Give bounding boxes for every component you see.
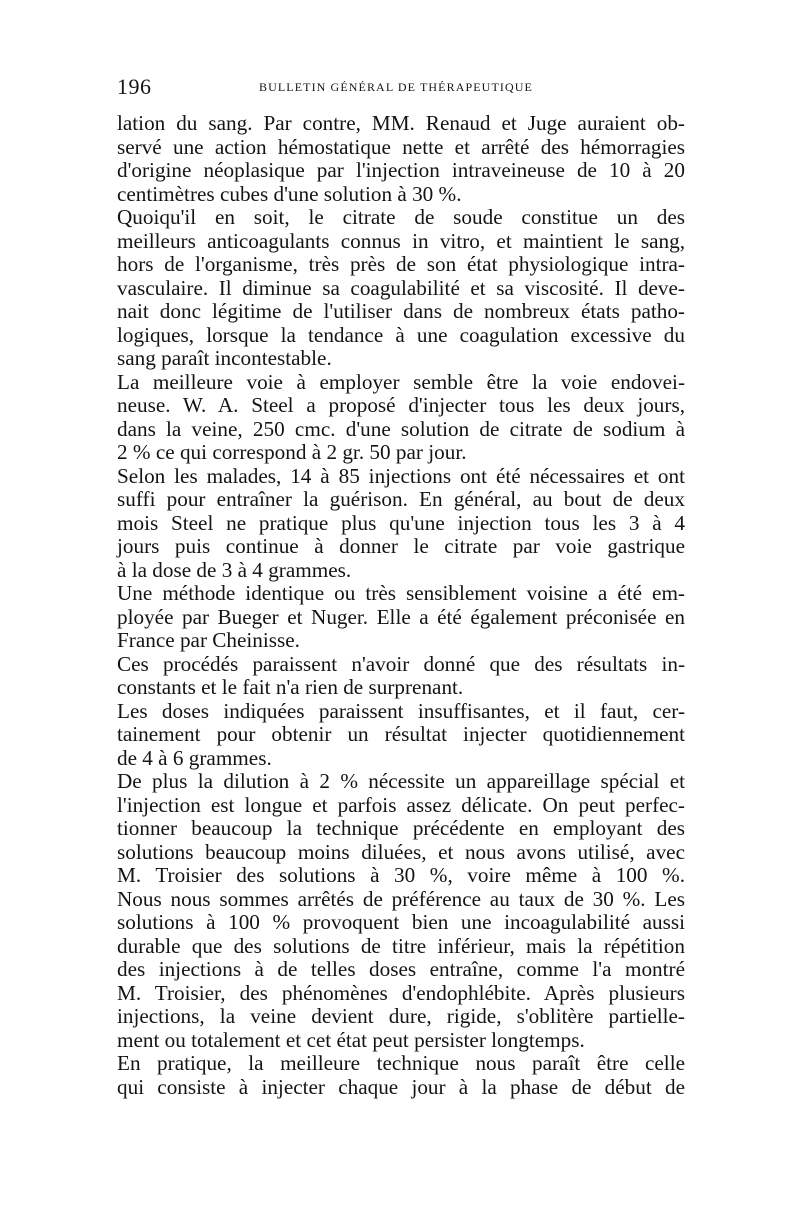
page-number: 196 — [117, 74, 152, 99]
paragraph — [117, 582, 685, 653]
text-line: Une méthode identique ou très sensiblement voisine a été em- — [117, 581, 685, 605]
paragraph — [117, 371, 685, 465]
text-line: Selon les malades, 14 à 85 injections ont été nécessaires et ont — [117, 463, 685, 488]
text-line: durable que des solutions de titre inférieur, mais la répétition — [117, 933, 685, 958]
text-line: meilleurs anticoagulants connus in vitro, et maintient le sang, — [117, 228, 685, 253]
text-line: dans la veine, 250 cmc. d'une solution de citrate de sodium à — [117, 416, 685, 441]
text-line: suffi pour entraîner la guérison. En général, au bout de deux — [117, 487, 685, 511]
text-line: d'origine néoplasique par l'injection intraveineuse de 10 à 20 — [117, 158, 685, 182]
text-line: neuse. W. A. Steel a proposé d'injecter tous les deux jours, — [117, 393, 685, 417]
text-line: à la dose de 3 à 4 grammes. — [117, 557, 352, 582]
text-line: logiques, lorsque la tendance à une coagulation excessive du — [117, 322, 685, 347]
paragraph — [117, 770, 685, 1052]
text-line: qui consiste à injecter chaque jour à la phase de début de — [117, 1074, 685, 1099]
text-line: l'injection est longue et parfois assez délicate. On peut perfec- — [117, 792, 685, 817]
text-line: tainement pour obtenir un résultat injecter quotidiennement — [117, 722, 685, 746]
text-line: de 4 à 6 grammes. — [117, 745, 272, 770]
page-header — [117, 70, 685, 100]
text-line: ployée par Bueger et Nuger. Elle a été également préconisée en — [117, 604, 685, 629]
text-line: centimètres cubes d'une solution à 30 %. — [117, 181, 462, 206]
text-line: mois Steel ne pratique plus qu'une injection tous les 3 à 4 — [117, 510, 685, 535]
text-line: 2 % ce qui correspond à 2 gr. 50 par jour. — [117, 440, 467, 464]
text-line: jours puis continue à donner le citrate par voie gastrique — [117, 534, 685, 558]
paragraph — [117, 465, 685, 583]
text-line: injections, la veine devient dure, rigide, s'oblitère partielle- — [117, 1004, 685, 1028]
paragraph — [117, 1052, 685, 1099]
text-line: solutions beaucoup moins diluées, et nous avons utilisé, avec — [117, 839, 685, 864]
text-line: M. Troisier des solutions à 30 %, voire même à 100 %. — [117, 863, 685, 887]
paragraph — [117, 653, 685, 700]
text-line: Nous nous sommes arrêtés de préférence au taux de 30 %. Les — [117, 886, 685, 911]
text-line: constants et le fait n'a rien de surprenant. — [117, 675, 464, 699]
text-line: De plus la dilution à 2 % nécessite un appareillage spécial et — [117, 769, 685, 793]
text-line: Les doses indiquées paraissent insuffisantes, et il faut, cer- — [117, 698, 685, 723]
body-text — [117, 112, 685, 1099]
text-line: servé une action hémostatique nette et arrêté des hémorragies — [117, 134, 685, 159]
text-line: des injections à de telles doses entraîne, comme l'a montré — [117, 957, 685, 981]
text-line: M. Troisier, des phénomènes d'endophlébite. Après plusieurs — [117, 980, 685, 1005]
text-line: tionner beaucoup la technique précédente en employant des — [117, 816, 685, 840]
text-line: La meilleure voie à employer semble être la voie endovei- — [117, 369, 685, 394]
text-line: Ces procédés paraissent n'avoir donné que des résultats in- — [117, 651, 685, 676]
text-line: lation du sang. Par contre, MM. Renaud et Juge auraient ob- — [117, 111, 685, 135]
text-line: solutions à 100 % provoquent bien une incoagulabilité aussi — [117, 910, 685, 934]
text-line: ment ou totalement et cet état peut persister longtemps. — [117, 1027, 585, 1052]
text-line: sang paraît incontestable. — [117, 346, 332, 370]
text-line: hors de l'organisme, très près de son état physiologique intra- — [117, 252, 685, 276]
paragraph — [117, 112, 685, 206]
running-title: BULLETIN GÉNÉRAL DE THÉRAPEUTIQUE — [259, 80, 533, 94]
paragraph — [117, 206, 685, 371]
text-line: France par Cheinisse. — [117, 628, 300, 652]
text-line: En pratique, la meilleure technique nous paraît être celle — [117, 1051, 685, 1075]
text-line: vasculaire. Il diminue sa coagulabilité et sa viscosité. Il deve- — [117, 275, 685, 300]
text-line: Quoiqu'il en soit, le citrate de soude constitue un des — [117, 205, 685, 229]
paragraph — [117, 700, 685, 771]
text-line: nait donc légitime de l'utiliser dans de nombreux états patho- — [117, 299, 685, 323]
